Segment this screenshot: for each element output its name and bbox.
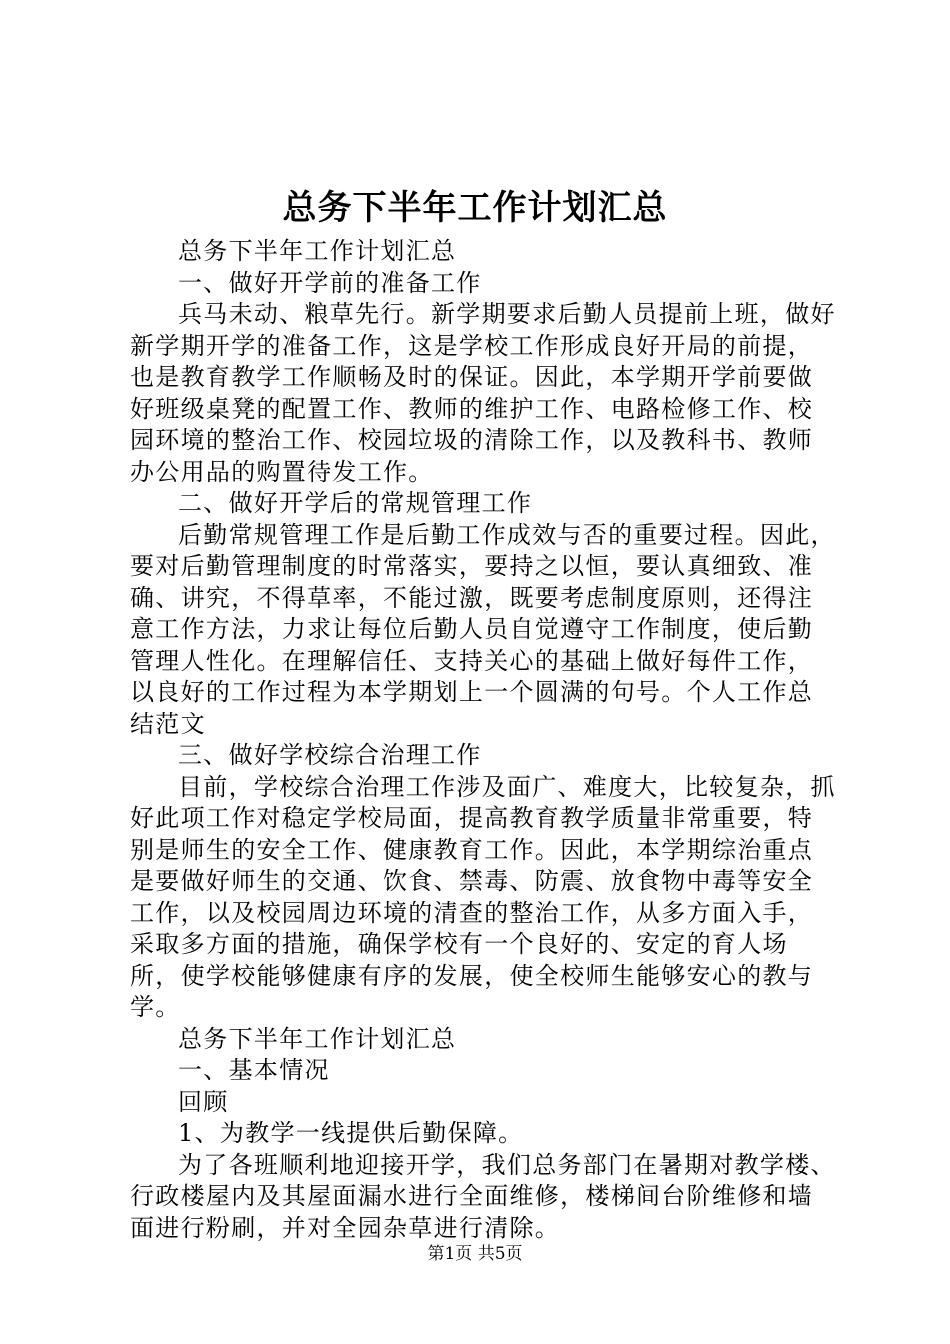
page-footer: 第1页 共5页 bbox=[427, 1244, 523, 1264]
section-heading: 一、做好开学前的准备工作 bbox=[178, 268, 482, 297]
paragraph-heading: 总务下半年工作计划汇总 bbox=[178, 1024, 457, 1053]
section-heading: 二、做好开学后的常规管理工作 bbox=[178, 489, 533, 517]
paragraph: 目前，学校综合治理工作涉及面广、难度大，比较复杂，抓好此项工作对稳定学校局面，提高教育教学质量非常重要，特别是师生的安全工作、健康教育工作。因此，本学期综治重点是要做好师生的交通、饮食、禁毒、防震、放食物中毒等安全工作，以及校园周边环境的清查的整治工作，从多方面入手，采取多方面的措施，确保学校有一个良好的、安定的育人场所，使学校能够健康有序的发展，使全校师生能够安心的教与学。 bbox=[130, 772, 836, 1021]
section-heading: 三、做好学校综合治理工作 bbox=[178, 741, 482, 769]
paragraph: 后勤常规管理工作是后勤工作成效与否的重要过程。因此，要对后勤管理制度的时常落实，要持之以恒，要认真细致、准确、讲究，不得草率，不能过激，既要考虑制度原则，还得注意工作方法，力求让每位后勤人员自觉遵守工作制度，使后勤管理人性化。在理解信任、支持关心的基础上做好每件工作，以良好的工作过程为本学期划上一个圆满的句号。个人工作总结范文 bbox=[130, 520, 836, 738]
paragraph: 回顾 bbox=[178, 1087, 229, 1116]
document-body bbox=[130, 236, 838, 1244]
document-title: 总务下半年工作计划汇总 bbox=[282, 188, 668, 228]
paragraph-heading: 总务下半年工作计划汇总 bbox=[178, 237, 457, 265]
section-heading: 一、基本情况 bbox=[178, 1056, 330, 1084]
paragraph: 为了各班顺利地迎接开学，我们总务部门在暑期对教学楼、行政楼屋内及其屋面漏水进行全面维修，楼梯间台阶维修和墙面进行粉刷，并对全园杂草进行清除。 bbox=[130, 1150, 836, 1242]
list-item: 1、为教学一线提供后勤保障。 bbox=[178, 1119, 524, 1147]
paragraph: 兵马未动、粮草先行。新学期要求后勤人员提前上班，做好新学期开学的准备工作，这是学校工作形成良好开局的前提，也是教育教学工作顺畅及时的保证。因此，本学期开学前要做好班级桌凳的配置工作、教师的维护工作、电路检修工作、校园环境的整治工作、校园垃圾的清除工作，以及教科书、教师办公用品的购置待发工作。 bbox=[130, 300, 836, 486]
